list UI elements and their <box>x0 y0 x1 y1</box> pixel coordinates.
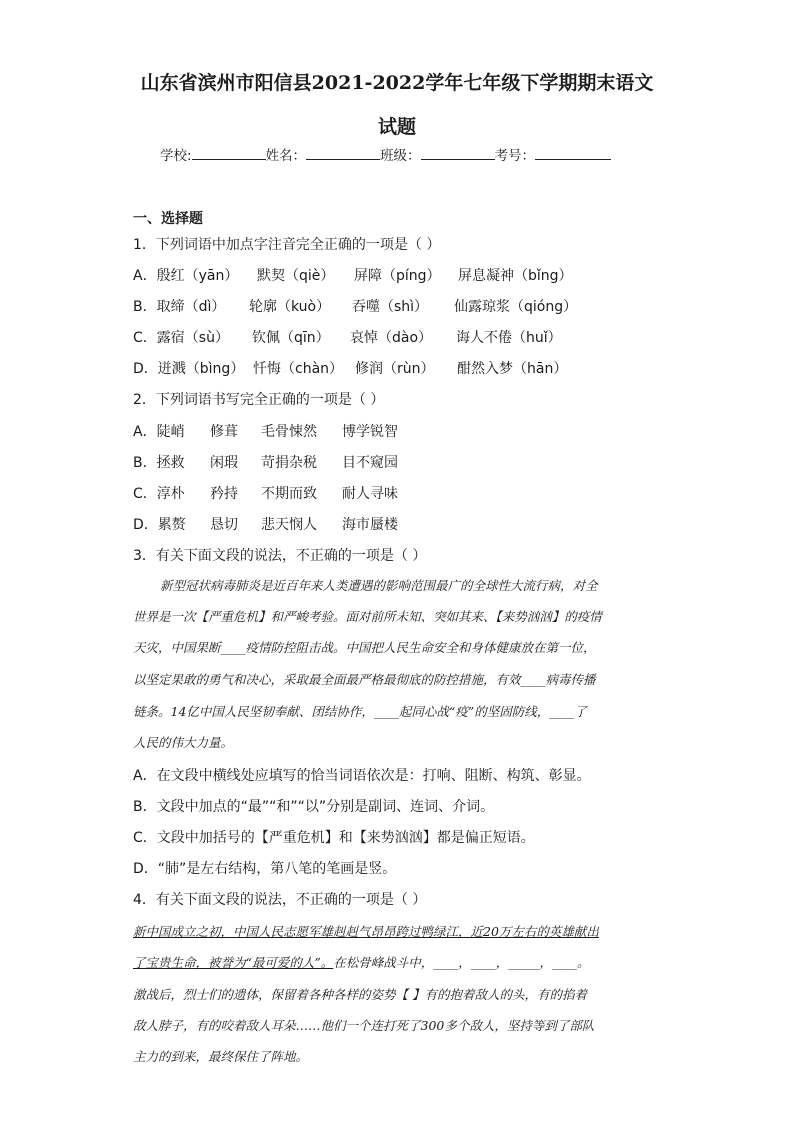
school-blank[interactable] <box>192 145 266 160</box>
q4-passage-line: 激战后，烈士们的遗体，保留着各种各样的姿势【 】有的抱着敌人的头，有的掐着 <box>133 987 587 1002</box>
name-label: 姓名： <box>265 148 307 164</box>
q3-passage-line: 天灾，中国果断____疫情防控阻击战。中国把人民生命安全和身体健康放在第一位， <box>133 640 596 655</box>
q2-stem: 2．下列词语书写完全正确的一项是（ ） <box>133 392 385 408</box>
q1-stem: 1．下列词语中加点字注音完全正确的一项是（ ） <box>133 237 441 253</box>
q3-option-c[interactable]: C．文段中加括号的【严重危机】和【来势汹汹】都是偏正短语。 <box>133 830 535 846</box>
q1-option-b[interactable]: B．取缔（dì） 轮廓（kuò） 吞噬（shì） 仙露琼浆（qióng） <box>133 299 578 315</box>
q3-passage-line: 世界是一次【严重危机】和严峻考验。面对前所未知、突如其来、【来势汹汹】的疫情 <box>133 609 602 624</box>
q3-option-d[interactable]: D．“肺”是左右结构，第八笔的笔画是竖。 <box>133 861 397 877</box>
q4-passage-line: 主力的到来，最终保住了阵地。 <box>133 1049 309 1064</box>
q3-stem: 3．有关下面文段的说法，不正确的一项是（ ） <box>133 548 427 564</box>
q2-option-c[interactable]: C．淳朴 矜持 不期而致 耐人寻味 <box>133 486 398 502</box>
class-label: 班级： <box>380 148 421 164</box>
q1-option-c[interactable]: C．露宿（sù） 钦佩（qīn） 哀悼（dào） 诲人不倦（huǐ） <box>133 330 562 346</box>
exam-title-line2: 试题 <box>377 116 416 138</box>
school-label: 学校: <box>160 148 192 164</box>
q2-option-d[interactable]: D．累赘 恳切 悲天悯人 海市蜃楼 <box>133 517 398 533</box>
number-blank[interactable] <box>535 145 611 160</box>
q3-passage-line: 人民的伟大力量。 <box>133 735 234 750</box>
q3-passage-line: 以坚定果敢的勇气和决心，采取最全面最严格最彻底的防控措施，有效____病毒传播 <box>133 672 596 687</box>
number-label: 考号： <box>494 148 536 164</box>
q4-stem: 4．有关下面文段的说法，不正确的一项是（ ） <box>133 892 427 908</box>
q2-option-a[interactable]: A．陡峭 修葺 毛骨悚然 博学锐智 <box>133 424 398 440</box>
q4-passage-line: 新中国成立之初，中国人民志愿军雄赳赳气昂昂跨过鸭绿江，近20万左右的英雄献出 <box>133 924 599 939</box>
q3-passage-line: 链条。14亿中国人民坚韧奉献、团结协作，____起同心战“疫”的坚固防线，____了 <box>133 704 587 719</box>
q4-passage-line: 了宝贵生命，被誉为“最可爱的人”。在松骨峰战斗中，____，____，_____，____。 <box>133 955 590 970</box>
exam-title-line1: 山东省滨州市阳信县2021-2022学年七年级下学期期末语文 <box>140 72 654 94</box>
q1-option-d[interactable]: D．迸溅（bìng） 忏悔（chàn） 修润（rùn） 酣然入梦（hān） <box>133 361 568 377</box>
q3-passage-line: 新型冠状病毒肺炎是近百年来人类遭遇的影响范围最广的全球性大流行病，对全 <box>160 578 598 593</box>
q3-option-b[interactable]: B．文段中加点的“最”“和”“以”分别是副词、连词、介词。 <box>133 799 495 815</box>
q4-passage-line: 敌人脖子，有的咬着敌人耳朵……他们一个连打死了300多个敌人，坚持等到了部队 <box>133 1018 595 1033</box>
section-heading: 一、选择题 <box>133 211 203 227</box>
name-blank[interactable] <box>306 145 380 160</box>
student-info-row <box>160 144 611 164</box>
q1-option-a[interactable]: A．殷红（yān） 默契（qiè） 屏障（píng） 屏息凝神（bǐng） <box>133 268 573 284</box>
class-blank[interactable] <box>421 145 495 160</box>
q3-option-a[interactable]: A．在文段中横线处应填写的恰当词语依次是：打响、阻断、构筑、彰显。 <box>133 768 591 784</box>
q2-option-b[interactable]: B．拯救 闲瑕 苛捐杂税 目不窥园 <box>133 455 398 471</box>
